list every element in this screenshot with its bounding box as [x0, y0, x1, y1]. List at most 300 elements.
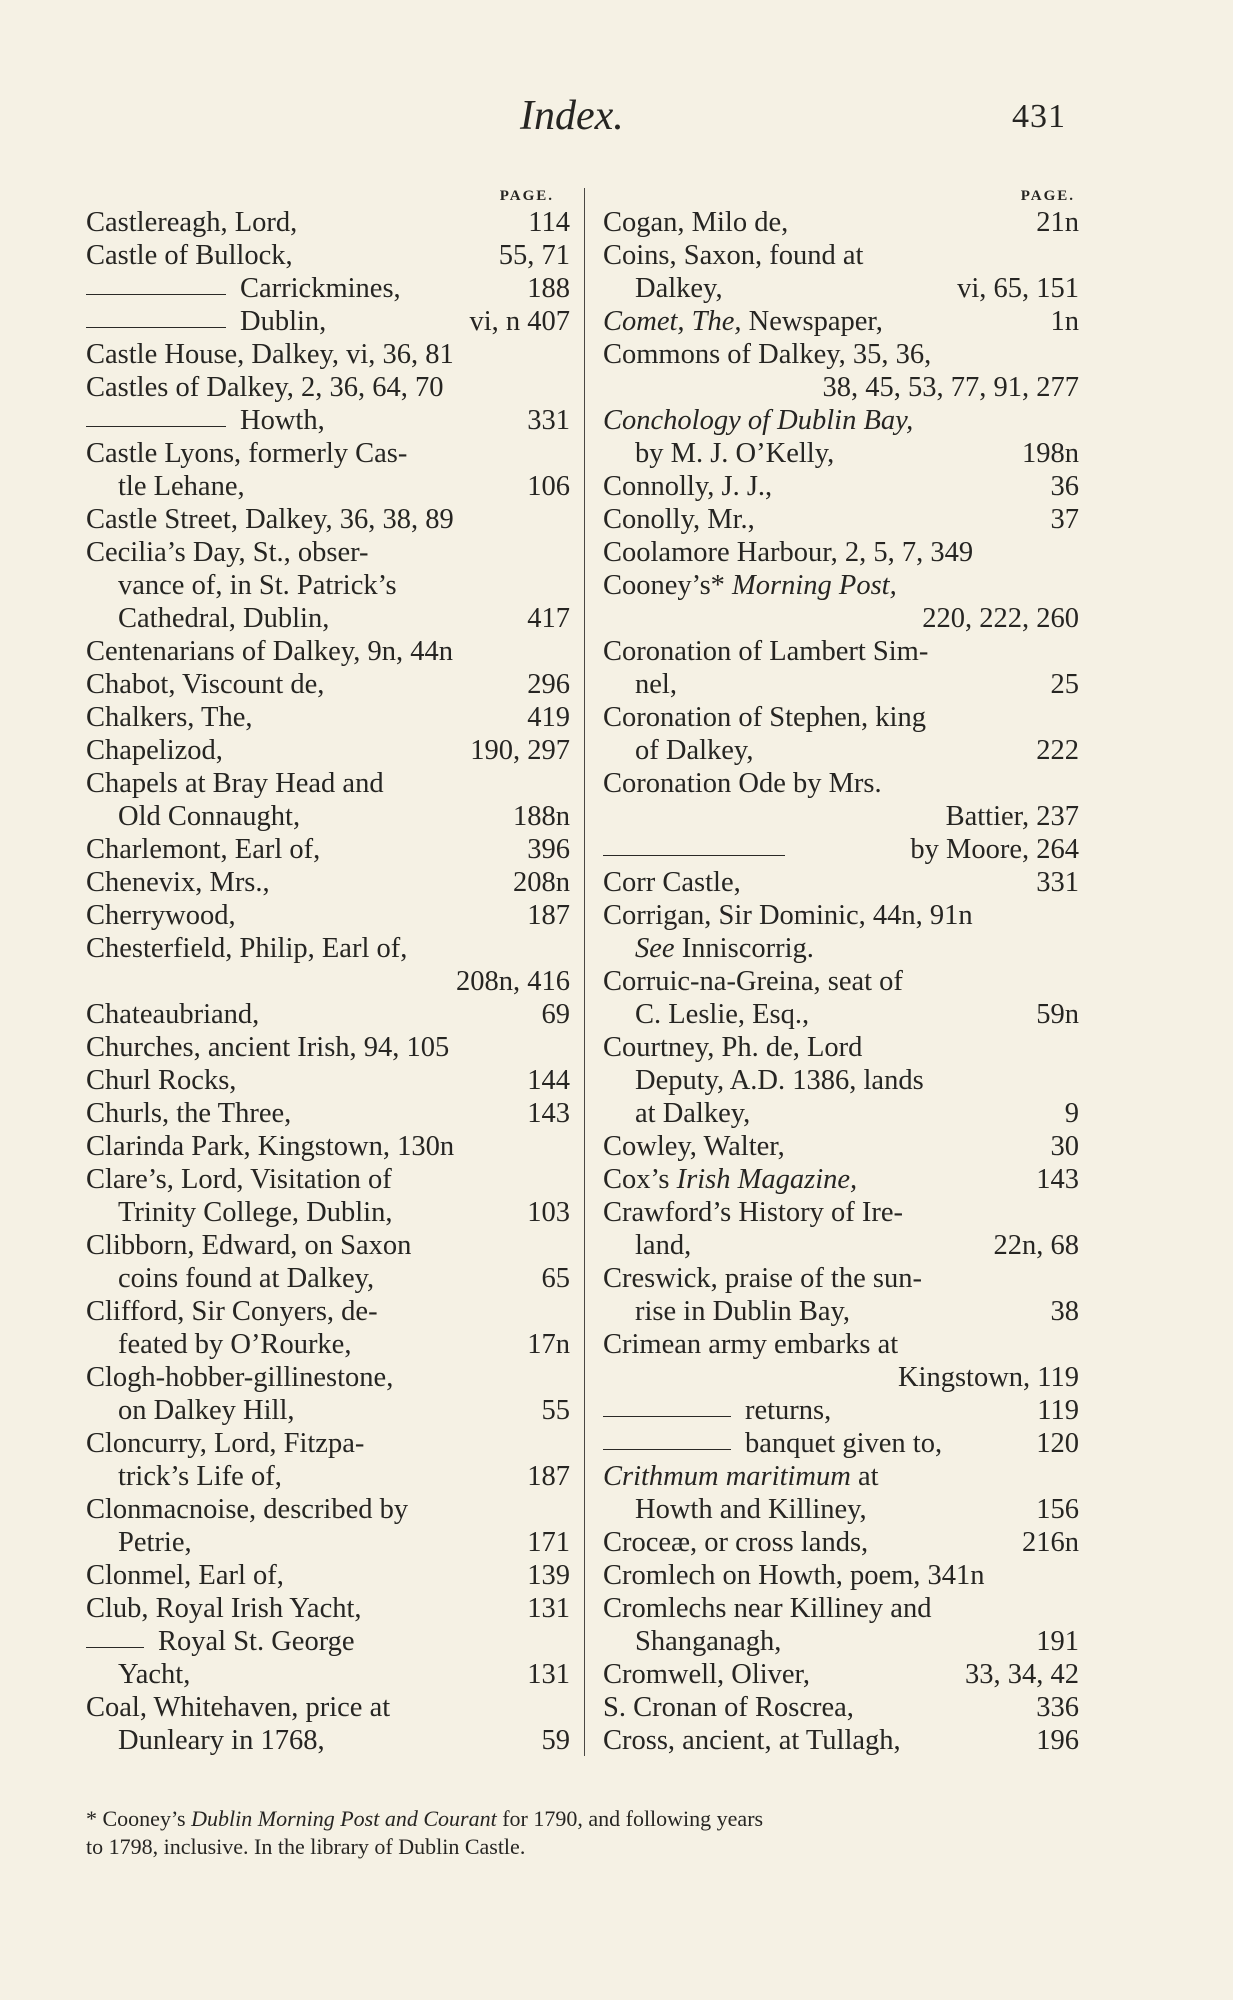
index-entry-line: [603, 1592, 1079, 1625]
entry-text: Cromwell, Oliver,: [603, 1659, 811, 1690]
index-entry-line: [86, 1394, 570, 1427]
index-entry: [603, 470, 1079, 503]
index-entry-line: [86, 1328, 570, 1361]
entry-text: Cathedral, Dublin,: [118, 603, 330, 634]
entry-page-refs: 36: [1050, 471, 1079, 502]
index-entry-line: [603, 998, 1079, 1031]
index-entries-left: [86, 206, 570, 1757]
index-entry: [86, 1427, 570, 1493]
index-entry-line: [603, 1427, 1079, 1460]
entry-text: Comet, The, Newspaper,: [603, 306, 883, 337]
page-title: Index.: [520, 93, 624, 139]
entry-text: Trinity College, Dublin,: [118, 1197, 393, 1228]
entry-text: Coronation of Stephen, king: [603, 702, 926, 733]
index-entry-line: [603, 1163, 1079, 1196]
index-entry-line: [603, 767, 1079, 800]
entry-text: Dunleary in 1768,: [118, 1725, 325, 1756]
entry-text: by M. J. O’Kelly,: [635, 438, 835, 469]
entry-page-refs: 198n: [1022, 438, 1079, 469]
entry-text: Croceæ, or cross lands,: [603, 1527, 869, 1558]
index-entry-line: [86, 1427, 570, 1460]
index-entry: [603, 965, 1079, 1031]
entry-page-refs: 114: [528, 207, 570, 238]
entry-text: Clifford, Sir Conyers, de-: [86, 1296, 378, 1327]
entry-page-refs: by Moore, 264: [910, 834, 1079, 865]
entry-page-refs: 396: [527, 834, 570, 865]
index-entry-line: [86, 404, 570, 437]
ditto-rule: [86, 294, 226, 295]
entry-page-refs: 216n: [1022, 1527, 1079, 1558]
entry-text: Churches, ancient Irish, 94, 105: [86, 1032, 450, 1063]
entry-text: Castle of Bullock,: [86, 240, 293, 271]
index-entry-line: [86, 1592, 570, 1625]
index-entry: [86, 1130, 570, 1163]
index-entry-line: [86, 1460, 570, 1493]
index-entry: [603, 206, 1079, 239]
entry-page-refs: 139: [527, 1560, 570, 1591]
index-entry: [86, 767, 570, 833]
index-entry: [86, 371, 570, 404]
index-entry-line: [603, 371, 1079, 404]
index-entry: [603, 1262, 1079, 1328]
entry-text: Churls, the Three,: [86, 1098, 292, 1129]
entry-text: Howth,: [240, 405, 325, 436]
entry-text: Crawford’s History of Ire-: [603, 1197, 903, 1228]
index-entry-line: [86, 734, 570, 767]
index-entry: [603, 1559, 1079, 1592]
index-entry: [603, 1592, 1079, 1658]
index-entry-line: [86, 1625, 570, 1658]
entry-text: Yacht,: [118, 1659, 191, 1690]
entry-text: Cromlech on Howth, poem, 341n: [603, 1560, 985, 1591]
entry-text: Centenarians of Dalkey, 9n, 44n: [86, 636, 453, 667]
entry-page-refs: 59: [541, 1725, 570, 1756]
index-entry: [86, 536, 570, 635]
index-entry-line: [86, 1097, 570, 1130]
index-entry-line: [603, 437, 1079, 470]
entry-text: tle Lehane,: [118, 471, 245, 502]
entry-page-refs: 143: [1036, 1164, 1079, 1195]
index-entry-line: [86, 1724, 570, 1757]
entry-text: returns,: [745, 1395, 832, 1426]
entry-text: See Inniscorrig.: [635, 933, 814, 964]
entry-page-refs: 22n, 68: [993, 1230, 1079, 1261]
index-entry-line: [603, 1394, 1079, 1427]
footnote: [86, 1805, 1076, 1861]
index-entry-line: [86, 899, 570, 932]
index-entry: [603, 899, 1079, 965]
index-entry: [603, 1130, 1079, 1163]
index-entry-line: [86, 437, 570, 470]
index-entry-line: [86, 965, 570, 998]
ditto-rule: [86, 327, 226, 328]
entry-text: Crithmum maritimum at: [603, 1461, 879, 1492]
index-entry: [86, 1493, 570, 1559]
footnote-line-1: * Cooney’s Dublin Morning Post and Courant for 1790, and following years: [86, 1806, 764, 1831]
column-page-heading: PAGE.: [1020, 188, 1075, 204]
entry-text: Dublin,: [240, 306, 327, 337]
entry-text: Clibborn, Edward, on Saxon: [86, 1230, 412, 1261]
entry-text: nel,: [635, 669, 677, 700]
index-entry-line: [86, 470, 570, 503]
entry-text: Clonmel, Earl of,: [86, 1560, 284, 1591]
index-entry-line: [603, 338, 1079, 371]
index-entry-line: [603, 701, 1079, 734]
index-entry: [86, 1691, 570, 1757]
entry-text: Charlemont, Earl of,: [86, 834, 321, 865]
entry-page-refs: 37: [1050, 504, 1079, 535]
index-entry-line: [603, 1526, 1079, 1559]
index-entry-line: [603, 1493, 1079, 1526]
index-entry: [603, 536, 1079, 569]
entry-text: Cromlechs near Killiney and: [603, 1593, 932, 1624]
index-entry: [603, 503, 1079, 536]
index-entry-line: [86, 206, 570, 239]
entry-text: Howth and Killiney,: [635, 1494, 867, 1525]
entry-text: land,: [635, 1230, 692, 1261]
index-entry-line: [603, 965, 1079, 998]
entry-text: Clonmacnoise, described by: [86, 1494, 409, 1525]
entry-text: Conchology of Dublin Bay,: [603, 405, 914, 436]
index-entry: [603, 701, 1079, 767]
index-entry: [86, 833, 570, 866]
column-divider: [584, 188, 585, 1756]
index-entry: [86, 1295, 570, 1361]
entry-text: Conolly, Mr.,: [603, 504, 755, 535]
index-entry: [86, 1229, 570, 1295]
index-entry-line: [86, 668, 570, 701]
entry-page-refs: 220, 222, 260: [922, 603, 1079, 634]
index-entry: [603, 1691, 1079, 1724]
index-entry-line: [86, 1361, 570, 1394]
ditto-rule: [86, 1647, 144, 1648]
index-entry-line: [86, 371, 570, 404]
index-entry-line: [86, 1262, 570, 1295]
entry-page-refs: 156: [1036, 1494, 1079, 1525]
entry-text: Cogan, Milo de,: [603, 207, 789, 238]
entry-text: Chapels at Bray Head and: [86, 768, 384, 799]
entry-page-refs: 106: [527, 471, 570, 502]
entry-text: Castle House, Dalkey, vi, 36, 81: [86, 339, 454, 370]
index-entry-line: [86, 1229, 570, 1262]
index-entry-line: [603, 1262, 1079, 1295]
index-entry: [86, 1163, 570, 1229]
index-entry: [603, 1163, 1079, 1196]
index-entry: [86, 1064, 570, 1097]
index-entry-line: [86, 305, 570, 338]
entry-page-refs: 222: [1036, 735, 1079, 766]
entry-text: Connolly, J. J.,: [603, 471, 773, 502]
entry-text: Castle Street, Dalkey, 36, 38, 89: [86, 504, 454, 535]
index-entry: [86, 668, 570, 701]
index-entry-line: [603, 899, 1079, 932]
index-entry-line: [86, 767, 570, 800]
entry-page-refs: 144: [527, 1065, 570, 1096]
entry-text: Clarinda Park, Kingstown, 130n: [86, 1131, 455, 1162]
index-entry-line: [86, 602, 570, 635]
entry-text: Carrickmines,: [240, 273, 401, 304]
index-entry-line: [86, 1064, 570, 1097]
index-entry: [86, 998, 570, 1031]
entry-page-refs: 196: [1036, 1725, 1079, 1756]
index-entry-line: [603, 1658, 1079, 1691]
entry-text: trick’s Life of,: [118, 1461, 282, 1492]
ditto-rule: [603, 1449, 731, 1450]
entry-text: Club, Royal Irish Yacht,: [86, 1593, 362, 1624]
index-entry-line: [603, 668, 1079, 701]
index-entry: [603, 338, 1079, 404]
index-entry-line: [603, 602, 1079, 635]
entry-text: Churl Rocks,: [86, 1065, 237, 1096]
entry-page-refs: 191: [1036, 1626, 1079, 1657]
index-entry-line: [86, 932, 570, 965]
entry-text: Cooney’s* Morning Post,: [603, 570, 897, 601]
index-entry-line: [603, 734, 1079, 767]
index-entry-line: [86, 1493, 570, 1526]
index-entry: [86, 1625, 570, 1691]
index-entry: [603, 1460, 1079, 1526]
entry-text: Coronation Ode by Mrs.: [603, 768, 882, 799]
index-entry: [86, 1361, 570, 1427]
entry-text: Courtney, Ph. de, Lord: [603, 1032, 863, 1063]
entry-text: Shanganagh,: [635, 1626, 782, 1657]
index-entry: [86, 239, 570, 272]
index-entry: [603, 1196, 1079, 1262]
index-entry-line: [86, 1163, 570, 1196]
entry-page-refs: 143: [527, 1098, 570, 1129]
index-entry-line: [603, 800, 1079, 833]
ditto-rule: [603, 855, 785, 856]
entry-text: Deputy, A.D. 1386, lands: [635, 1065, 924, 1096]
index-entry-line: [86, 1130, 570, 1163]
entry-text: Castles of Dalkey, 2, 36, 64, 70: [86, 372, 444, 403]
ditto-rule: [603, 1416, 731, 1417]
entry-text: feated by O’Rourke,: [118, 1329, 352, 1360]
index-entry: [86, 206, 570, 239]
entry-text: on Dalkey Hill,: [118, 1395, 295, 1426]
index-entry-line: [603, 1031, 1079, 1064]
index-entry: [86, 1031, 570, 1064]
entry-page-refs: 119: [1037, 1395, 1079, 1426]
index-entry-line: [86, 1691, 570, 1724]
entry-text: at Dalkey,: [635, 1098, 751, 1129]
entry-text: C. Leslie, Esq.,: [635, 999, 810, 1030]
index-entry: [603, 635, 1079, 701]
index-entry-line: [603, 1097, 1079, 1130]
entry-text: Chenevix, Mrs.,: [86, 867, 270, 898]
entry-text: Petrie,: [118, 1527, 192, 1558]
index-entry: [603, 1427, 1079, 1460]
entry-text: Coins, Saxon, found at: [603, 240, 864, 271]
entry-text: of Dalkey,: [635, 735, 754, 766]
index-entry-line: [86, 338, 570, 371]
index-column-right: [603, 186, 1079, 1757]
entry-text: rise in Dublin Bay,: [635, 1296, 851, 1327]
index-entry: [86, 338, 570, 371]
entry-page-refs: 171: [527, 1527, 570, 1558]
index-entry-line: [86, 1658, 570, 1691]
entry-page-refs: 190, 297: [470, 735, 570, 766]
index-entry: [86, 503, 570, 536]
entry-page-refs: 131: [527, 1593, 570, 1624]
entry-text: Chabot, Viscount de,: [86, 669, 325, 700]
entry-page-refs: 208n, 416: [456, 966, 570, 997]
index-entry: [603, 569, 1079, 635]
index-entry-line: [603, 404, 1079, 437]
entry-page-refs: vi, n 407: [469, 306, 570, 337]
index-entry-line: [86, 503, 570, 536]
index-entry: [86, 1592, 570, 1625]
entry-page-refs: 55: [541, 1395, 570, 1426]
entry-text: Castle Lyons, formerly Cas-: [86, 438, 408, 469]
entry-page-refs: 188n: [513, 801, 570, 832]
index-entry: [86, 404, 570, 437]
entry-text: Cox’s Irish Magazine,: [603, 1164, 858, 1195]
entry-text: Coolamore Harbour, 2, 5, 7, 349: [603, 537, 974, 568]
entry-page-refs: 65: [541, 1263, 570, 1294]
index-entry-line: [603, 305, 1079, 338]
index-entry: [603, 404, 1079, 470]
entry-page-refs: 17n: [527, 1329, 570, 1360]
index-entry-line: [603, 470, 1079, 503]
index-entry: [603, 1658, 1079, 1691]
entry-page-refs: 131: [527, 1659, 570, 1690]
index-entry-line: [86, 1031, 570, 1064]
index-entry-line: [603, 569, 1079, 602]
index-entry-line: [86, 569, 570, 602]
entry-page-refs: 419: [527, 702, 570, 733]
entry-text: Coronation of Lambert Sim-: [603, 636, 929, 667]
entry-text: Cloncurry, Lord, Fitzpa-: [86, 1428, 365, 1459]
entry-page-refs: 25: [1050, 669, 1079, 700]
index-entry-line: [603, 1559, 1079, 1592]
index-entry-line: [86, 1196, 570, 1229]
entry-text: Corruic-na-Greina, seat of: [603, 966, 903, 997]
entry-page-refs: Battier, 237: [945, 801, 1079, 832]
entry-text: Chesterfield, Philip, Earl of,: [86, 933, 408, 964]
entry-page-refs: 69: [541, 999, 570, 1030]
entry-text: S. Cronan of Roscrea,: [603, 1692, 854, 1723]
index-entry-line: [86, 1559, 570, 1592]
index-entry-line: [603, 1691, 1079, 1724]
index-entry: [86, 1097, 570, 1130]
entry-text: vance of, in St. Patrick’s: [118, 570, 397, 601]
footnote-line-2: to 1798, inclusive. In the library of Dublin Castle.: [86, 1834, 526, 1859]
index-entry-line: [603, 272, 1079, 305]
entry-page-refs: 208n: [513, 867, 570, 898]
entry-text: Corr Castle,: [603, 867, 741, 898]
entry-text: Cowley, Walter,: [603, 1131, 785, 1162]
entry-text: Commons of Dalkey, 35, 36,: [603, 339, 932, 370]
index-entry: [603, 1031, 1079, 1130]
index-entry: [86, 305, 570, 338]
entry-text: Chapelizod,: [86, 735, 223, 766]
entry-page-refs: 30: [1050, 1131, 1079, 1162]
entry-page-refs: 296: [527, 669, 570, 700]
index-entry-line: [603, 503, 1079, 536]
index-entries-right: [603, 206, 1079, 1757]
index-entry: [603, 1724, 1079, 1757]
index-entry-line: [603, 1196, 1079, 1229]
index-entry: [603, 767, 1079, 833]
index-entry-line: [603, 206, 1079, 239]
index-entry-line: [603, 1229, 1079, 1262]
entry-page-refs: 9: [1064, 1098, 1079, 1129]
index-entry: [86, 932, 570, 998]
entry-page-refs: 59n: [1036, 999, 1079, 1030]
entry-text: Old Connaught,: [118, 801, 301, 832]
index-entry: [603, 1328, 1079, 1394]
index-entry: [603, 1394, 1079, 1427]
index-entry-line: [603, 1724, 1079, 1757]
entry-page-refs: 38: [1050, 1296, 1079, 1327]
entry-text: Clare’s, Lord, Visitation of: [86, 1164, 392, 1195]
entry-page-refs: 1n: [1050, 306, 1079, 337]
entry-page-refs: 38, 45, 53, 77, 91, 277: [822, 372, 1079, 403]
index-entry-line: [86, 536, 570, 569]
index-entry: [603, 239, 1079, 305]
index-entry-line: [603, 932, 1079, 965]
entry-page-refs: 188: [527, 273, 570, 304]
index-entry: [603, 866, 1079, 899]
entry-page-refs: 331: [527, 405, 570, 436]
index-entry: [86, 734, 570, 767]
entry-text: Chateaubriand,: [86, 999, 260, 1030]
index-entry-line: [86, 272, 570, 305]
index-entry: [86, 272, 570, 305]
index-entry-line: [86, 833, 570, 866]
index-entry-line: [603, 866, 1079, 899]
index-entry-line: [86, 1526, 570, 1559]
entry-page-refs: 187: [527, 1461, 570, 1492]
index-entry-line: [603, 833, 1079, 866]
index-entry-line: [86, 635, 570, 668]
index-entry-line: [603, 536, 1079, 569]
index-entry-line: [603, 1625, 1079, 1658]
entry-text: Cecilia’s Day, St., obser-: [86, 537, 369, 568]
index-entry: [86, 437, 570, 503]
entry-page-refs: vi, 65, 151: [957, 273, 1079, 304]
index-entry: [86, 701, 570, 734]
entry-page-refs: 336: [1036, 1692, 1079, 1723]
entry-page-refs: 417: [527, 603, 570, 634]
entry-text: Cherrywood,: [86, 900, 236, 931]
entry-text: Crimean army embarks at: [603, 1329, 899, 1360]
running-header: [0, 92, 1233, 152]
index-entry-line: [603, 1130, 1079, 1163]
entry-text: Chalkers, The,: [86, 702, 253, 733]
entry-text: Clogh-hobber-gillinestone,: [86, 1362, 394, 1393]
index-column-left: [86, 186, 570, 1757]
index-entry: [603, 833, 1079, 866]
entry-text: coins found at Dalkey,: [118, 1263, 375, 1294]
page-number: 431: [1012, 98, 1066, 135]
entry-page-refs: 21n: [1036, 207, 1079, 238]
entry-page-refs: 33, 34, 42: [965, 1659, 1079, 1690]
entry-text: banquet given to,: [745, 1428, 943, 1459]
index-entry: [86, 866, 570, 899]
entry-page-refs: 120: [1036, 1428, 1079, 1459]
index-entry-line: [86, 239, 570, 272]
entry-text: Corrigan, Sir Dominic, 44n, 91n: [603, 900, 973, 931]
entry-page-refs: 103: [527, 1197, 570, 1228]
index-entry-line: [86, 701, 570, 734]
ditto-rule: [86, 426, 226, 427]
index-entry-line: [603, 1460, 1079, 1493]
index-entry-line: [86, 800, 570, 833]
entry-text: Cross, ancient, at Tullagh,: [603, 1725, 901, 1756]
entry-text: Creswick, praise of the sun-: [603, 1263, 922, 1294]
